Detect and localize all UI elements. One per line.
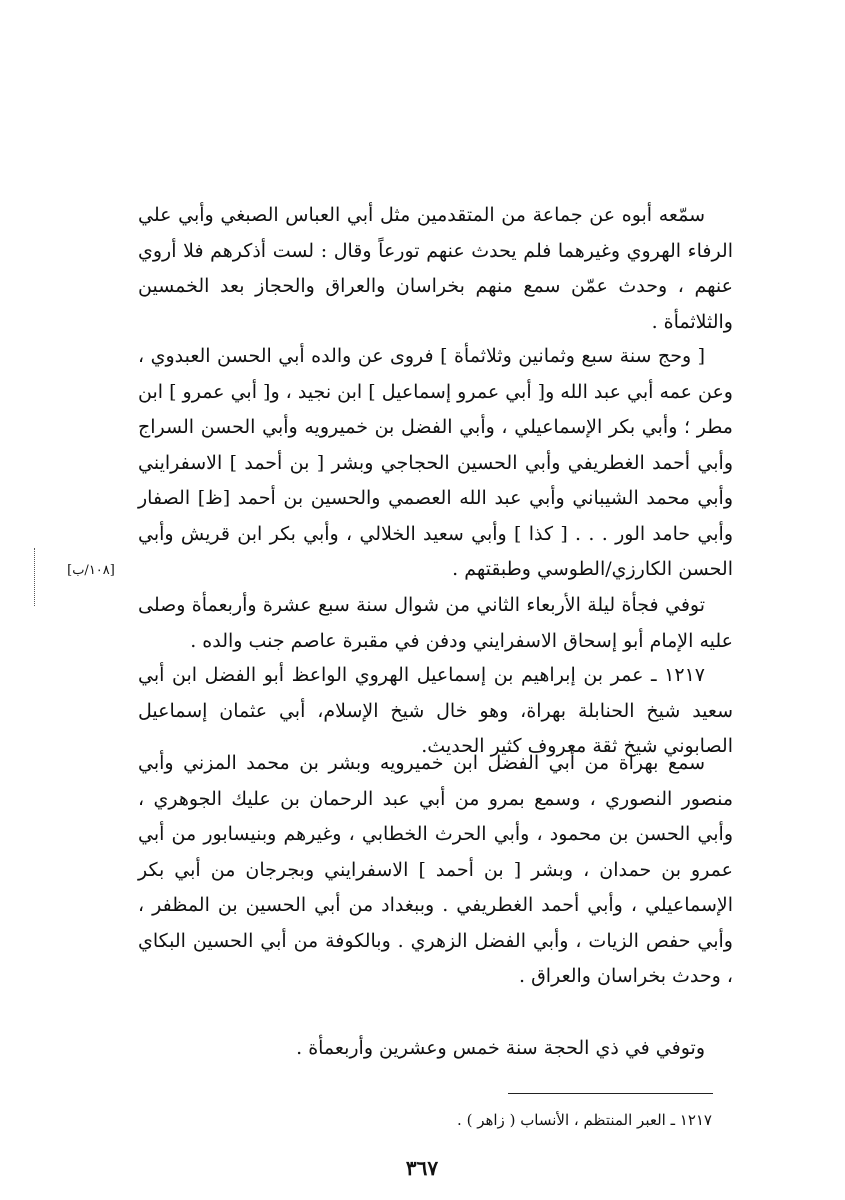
paragraph-text: ١٢١٧ ـ عمر بن إبراهيم بن إسماعيل الهروي الواعظ أبو الفضل ابن أبي سعيد شيخ الحنابلة بهراة، وهو خال شيخ الإسلام، أبي عثمان إسماعيل الصابوني شيخ ثقة معروف كثير الحديث.	[138, 664, 733, 757]
margin-divider	[34, 548, 35, 606]
paragraph-text: سمّعه أبوه عن جماعة من المتقدمين مثل أبي العباس الصبغي وأبي علي الرفاء الهروي وغيرهما فلم يحدث عنهم تورعاً وقال : لست أذكرهم فلا أروي عنهم ، وحدث عمّن سمع منهم بخراسان والعراق والحجاز بعد الخمسين والثلاثمأة .	[138, 204, 733, 333]
footnote: ١٢١٧ ـ العبر المنتظم ، الأنساب ( زاهر ) .	[457, 1111, 712, 1129]
paragraph-text: وتوفي في ذي الحجة سنة خمس وعشرين وأربعمأة .	[296, 1037, 705, 1059]
page-number: ٣٦٧	[405, 1156, 439, 1180]
manuscript-folio-note: [١٠٨/ب]	[67, 563, 115, 578]
paragraph-5	[138, 746, 733, 995]
paragraph-text: توفي فجأة ليلة الأربعاء الثاني من شوال سنة سبع عشرة وأربعمأة وصلى عليه الإمام أبو إسحاق الاسفرايني ودفن في مقبرة عاصم جنب والده .	[138, 594, 733, 652]
paragraph-2	[138, 339, 733, 588]
paragraph-text: [ وحج سنة سبع وثمانين وثلاثمأة ] فروى عن والده أبي الحسن العبدوي ، وعن عمه أبي عبد الله و[ أبي عمرو إسماعيل ] ابن نجيد ، و[ أبي عمرو ] ابن مطر ؛ وأبي بكر الإسماعيلي ، وأبي الفضل بن خميرويه وأبي الحسن السراج وأبي أحمد الغطريفي وأبي الحسين الحجاجي وبشر [ بن أحمد ] الاسفرايني وأبي محمد الشيباني وأبي عبد الله العصمي والحسين بن أحمد [ظ] الصفار وأبي حامد الور . . . [ كذا ] وأبي سعيد الخلالي ، وأبي بكر ابن قريش وأبي الحسن الكارزي/الطوسي وطبقتهم .	[138, 345, 733, 580]
paragraph-3	[138, 588, 733, 659]
paragraph-text: سمع بهراة من أبي الفضل ابن خميرويه وبشر بن محمد المزني وأبي منصور النصوري ، وسمع بمرو من أبي عبد الرحمان بن عليك الجوهري ، وأبي الحسن بن محمود ، وأبي الحرث الخطابي ، وغيرهم وبنيسابور من أبي عمرو بن حمدان ، وبشر [ بن أحمد ] الاسفرايني وبجرجان من أبي بكر الإسماعيلي ، وأبي أحمد الغطريفي . وببغداد من أبي الحسين بن المظفر ، وأبي حفص الزيات ، وأبي الفضل الزهري . وبالكوفة من أبي الحسين البكاي ، وحدث بخراسان والعراق .	[138, 752, 733, 987]
paragraph-6	[138, 1031, 733, 1067]
paragraph-1	[138, 198, 733, 340]
footnote-separator	[508, 1093, 713, 1094]
